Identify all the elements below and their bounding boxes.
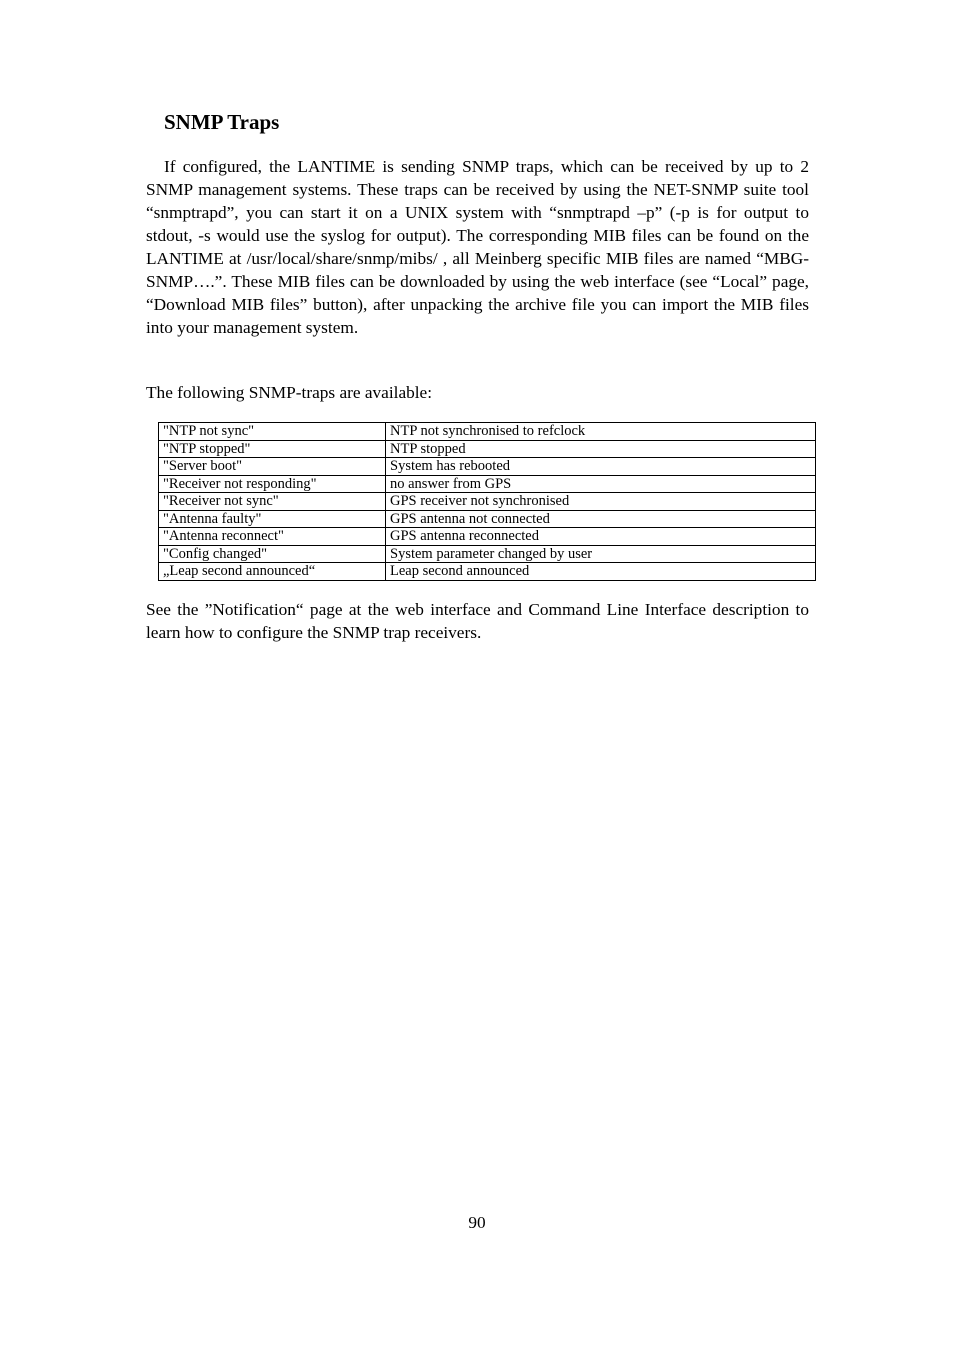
table-row bbox=[159, 545, 816, 563]
table-row bbox=[159, 423, 816, 441]
table-row bbox=[159, 493, 816, 511]
trap-name: "Config changed" bbox=[159, 545, 386, 563]
snmp-traps-table bbox=[158, 422, 816, 581]
trap-name: "Antenna faulty" bbox=[159, 510, 386, 528]
trap-description: NTP not synchronised to refclock bbox=[386, 423, 816, 441]
configuration-note: See the ”Notification“ page at the web interface and Command Line Interface description to learn how to configure the SNMP trap receivers. bbox=[146, 600, 809, 642]
trap-name: "Receiver not sync" bbox=[159, 493, 386, 511]
trap-name: "Antenna reconnect" bbox=[159, 528, 386, 546]
traps-list-intro: The following SNMP-traps are available: bbox=[146, 383, 433, 402]
trap-name: "Receiver not responding" bbox=[159, 475, 386, 493]
table-row bbox=[159, 440, 816, 458]
table-row bbox=[159, 563, 816, 581]
trap-description: GPS antenna not connected bbox=[386, 510, 816, 528]
table-row bbox=[159, 475, 816, 493]
trap-description: System parameter changed by user bbox=[386, 545, 816, 563]
trap-description: no answer from GPS bbox=[386, 475, 816, 493]
trap-name: „Leap second announced“ bbox=[159, 563, 386, 581]
trap-description: Leap second announced bbox=[386, 563, 816, 581]
trap-name: "Server boot" bbox=[159, 458, 386, 476]
table-row bbox=[159, 458, 816, 476]
trap-description: GPS antenna reconnected bbox=[386, 528, 816, 546]
trap-name: "NTP stopped" bbox=[159, 440, 386, 458]
section-heading: SNMP Traps bbox=[164, 110, 280, 134]
table-row bbox=[159, 510, 816, 528]
table-row bbox=[159, 528, 816, 546]
intro-paragraph: If configured, the LANTIME is sending SNMP traps, which can be received by up to 2 SNMP management systems. These traps can be received by using the NET-SNMP suite tool “snmptrapd”, you can start it on a UNIX system with “snmptrapd –p” (-p is for output to stdout, -s would use the syslog for output). The corresponding MIB files can be found on the LANTIME at /usr/local/share/snmp/mibs/ , all Meinberg specific MIB files are named “MBG-SNMP….”. These MIB files can be downloaded by using the web interface (see “Local” page, “Download MIB files” button), after unpacking the archive file you can import the MIB files into your management system. bbox=[146, 157, 809, 337]
trap-description: GPS receiver not synchronised bbox=[386, 493, 816, 511]
trap-description: NTP stopped bbox=[386, 440, 816, 458]
page-number: 90 bbox=[468, 1213, 486, 1232]
trap-description: System has rebooted bbox=[386, 458, 816, 476]
trap-name: "NTP not sync" bbox=[159, 423, 386, 441]
